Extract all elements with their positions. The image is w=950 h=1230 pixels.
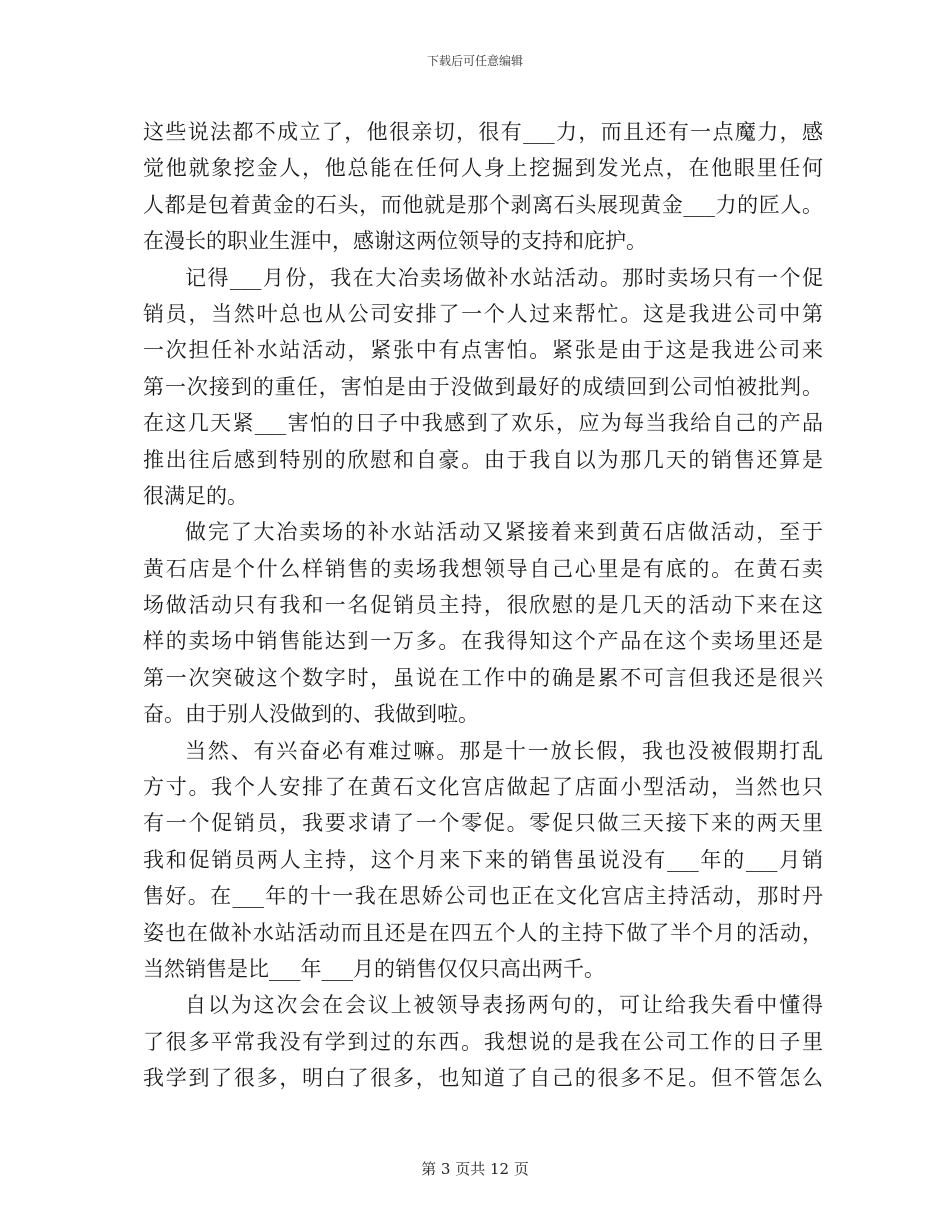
text-line: 售好。在___年的十一我在思娇公司也正在文化宫店主持活动，那时丹: [143, 884, 823, 909]
text-line: 样的卖场中销售能达到一万多。在我得知这个产品在这个卖场里还是: [143, 629, 823, 654]
text-line: 我学到了很多，明白了很多，也知道了自己的很多不足。但不管怎么: [143, 1066, 823, 1091]
text-line: 很满足的。: [143, 483, 248, 508]
text-line: 方寸。我个人安排了在黄石文化宫店做起了店面小型活动，当然也只: [143, 775, 823, 800]
text-line: 黄石店是个什么样销售的卖场我想领导自己心里是有底的。在黄石卖: [143, 556, 823, 581]
paragraph-first-line: 当然、有兴奋必有难过嘛。那是十一放长假，我也没被假期打乱: [185, 738, 823, 763]
paragraph-first-line: 记得___月份，我在大冶卖场做补水站活动。那时卖场只有一个促: [185, 265, 823, 290]
paragraph-first-line: 自以为这次会在会议上被领导表扬两句的，可让给我失看中懂得: [185, 993, 823, 1018]
text-line: 了很多平常我没有学到过的东西。我想说的是我在公司工作的日子里: [143, 1029, 823, 1054]
text-line: 人都是包着黄金的石头，而他就是那个剥离石头展现黄金___力的匠人。: [143, 192, 823, 217]
text-line: 销员，当然叶总也从公司安排了一个人过来帮忙。这是我进公司中第: [143, 301, 823, 326]
text-line: 这些说法都不成立了，他很亲切，很有___力，而且还有一点魔力，感: [143, 120, 823, 144]
page-number-footer: 第 3 页共 12 页: [421, 1160, 529, 1178]
text-line: 在这几天紧___害怕的日子中我感到了欢乐，应为每当我给自己的产品: [143, 411, 823, 436]
text-line: 姿也在做补水站活动而且还是在四五个人的主持下做了半个月的活动，: [143, 920, 823, 945]
text-line: 第一次接到的重任，害怕是由于没做到最好的成绩回到公司怕被批判。: [143, 374, 823, 399]
document-body: [143, 114, 823, 1097]
text-line: 我和促销员两人主持，这个月来下来的销售虽说没有___年的___月销: [143, 847, 823, 872]
text-line: 在漫长的职业生涯中，感谢这两位领导的支持和庇护。: [143, 229, 647, 254]
text-line: 第一次突破这个数字时，虽说在工作中的确是累不可言但我还是很兴: [143, 665, 823, 690]
text-line: 当然销售是比___年___月的销售仅仅只高出两千。: [143, 956, 605, 981]
paragraph-first-line: 做完了大冶卖场的补水站活动又紧接着来到黄石店做活动，至于: [185, 520, 823, 545]
text-line: 觉他就象挖金人，他总能在任何人身上挖掘到发光点，在他眼里任何: [143, 156, 823, 181]
text-line: 场做活动只有我和一名促销员主持，很欣慰的是几天的活动下来在这: [143, 593, 823, 618]
page-header: 下载后可任意编辑: [426, 54, 523, 68]
text-line: 一次担任补水站活动，紧张中有点害怕。紧张是由于这是我进公司来: [143, 338, 823, 363]
text-line: 推出往后感到特别的欣慰和自豪。由于我自以为那几天的销售还算是: [143, 447, 823, 472]
text-line: 有一个促销员，我要求请了一个零促。零促只做三天接下来的两天里: [143, 811, 823, 836]
text-line: 奋。由于别人没做到的、我做到啦。: [143, 702, 479, 727]
